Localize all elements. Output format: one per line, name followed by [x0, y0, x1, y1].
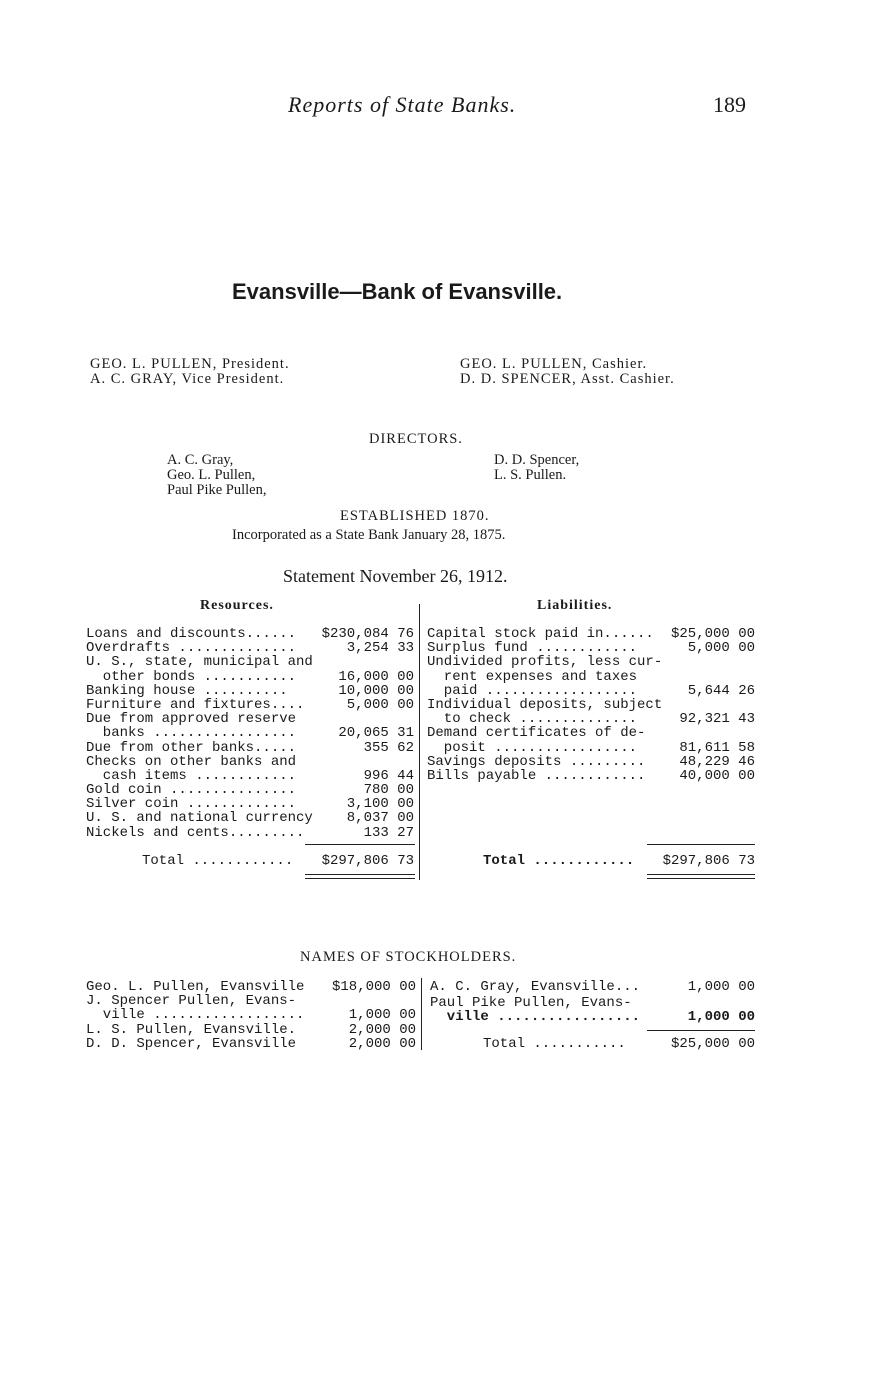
subtotal-rule: [647, 844, 755, 845]
resources-table: [86, 627, 414, 840]
liabilities-heading: Liabilities.: [537, 598, 613, 613]
table-row: [86, 826, 414, 840]
row-label: Overdrafts ..............: [86, 640, 297, 657]
row-label: Surplus fund ............: [427, 640, 638, 657]
director-name: Paul Pike Pullen,: [167, 482, 267, 498]
stockholder-row: [430, 1010, 755, 1024]
stockholder-row: [86, 1008, 416, 1022]
officer-line: D. D. SPENCER, Asst. Cashier.: [460, 371, 675, 387]
table-row: [427, 712, 755, 726]
officers-left: [90, 357, 290, 387]
row-label: Individual deposits, subject: [427, 696, 663, 713]
table-row: [86, 811, 414, 825]
total-double-rule: [647, 874, 755, 875]
row-label: cash items ............: [86, 767, 297, 784]
stockholders-divider: [421, 978, 422, 1050]
row-label: paid ..................: [427, 682, 638, 699]
officers-right: [460, 357, 675, 387]
row-label: Silver coin .............: [86, 796, 297, 813]
stockholder-name: L. S. Pullen, Evansville.: [86, 1021, 297, 1038]
column-divider: [419, 604, 420, 880]
page-number: 189: [713, 92, 746, 117]
row-amount: 92,321 43: [679, 711, 755, 728]
total-double-rule: [305, 878, 415, 879]
row-amount: 3,254 33: [346, 640, 414, 657]
subtotal-rule: [305, 844, 415, 845]
stockholder-row: [86, 980, 416, 994]
row-amount: $25,000 00: [670, 626, 755, 642]
row-amount: 996 44: [363, 767, 414, 784]
table-row: [86, 797, 414, 811]
table-row: [86, 769, 414, 783]
stockholder-name: Geo. L. Pullen, Evansville: [86, 979, 305, 995]
row-label: posit .................: [427, 739, 638, 756]
row-amount: 16,000 00: [338, 668, 414, 685]
officer-line: A. C. GRAY, Vice President.: [90, 371, 285, 387]
director-name: A. C. Gray,: [167, 452, 234, 468]
stockholders-total-rule: [647, 1030, 755, 1031]
stockholder-row: [430, 980, 755, 994]
row-label: U. S. and national currency: [86, 810, 313, 827]
directors-heading: DIRECTORS.: [369, 431, 463, 447]
director-name: L. S. Pullen.: [494, 467, 567, 483]
stockholders-heading: NAMES OF STOCKHOLDERS.: [300, 949, 517, 965]
table-row: [86, 684, 414, 698]
total-double-rule: [647, 878, 755, 879]
row-label: Gold coin ...............: [86, 782, 297, 799]
row-label: U. S., state, municipal and: [86, 654, 313, 671]
row-label: Furniture and fixtures....: [86, 696, 305, 713]
table-row: [86, 641, 414, 655]
total-double-rule: [305, 874, 415, 875]
table-row: [86, 712, 414, 726]
row-label: Nickels and cents.........: [86, 824, 305, 841]
total-amount: $297,806 73: [321, 853, 414, 869]
stockholder-row: [86, 1037, 416, 1051]
row-label: rent expenses and taxes: [427, 668, 638, 685]
table-row: [86, 741, 414, 755]
bank-title: Evansville—Bank of Evansville.: [232, 279, 563, 304]
row-label: Undivided profits, less cur-: [427, 654, 663, 671]
table-row: [86, 698, 414, 712]
table-row: [427, 755, 755, 769]
stockholder-name: A. C. Gray, Evansville...: [430, 979, 641, 995]
table-row: [86, 627, 414, 641]
director-name: Geo. L. Pullen,: [167, 467, 256, 483]
row-amount: 5,644 26: [687, 682, 755, 699]
stockholder-amount: 2,000 00: [348, 1021, 416, 1038]
resources-total: [142, 854, 414, 868]
row-amount: 81,611 58: [679, 739, 755, 756]
stockholders-right: [430, 980, 755, 1025]
table-row: [86, 755, 414, 769]
row-amount: 48,229 46: [679, 753, 755, 770]
row-label: other bonds ...........: [86, 668, 297, 685]
row-amount: 40,000 00: [679, 767, 755, 784]
row-label: banks .................: [86, 725, 297, 742]
stockholder-amount: 1,000 00: [687, 979, 755, 995]
total-label: Total ............: [483, 853, 635, 869]
table-row: [86, 783, 414, 797]
directors-right: [494, 453, 579, 483]
row-amount: 10,000 00: [338, 682, 414, 699]
officer-line: GEO. L. PULLEN, Cashier.: [460, 356, 648, 372]
row-label: Banking house ..........: [86, 682, 288, 699]
table-row: [427, 670, 755, 684]
table-row: [427, 698, 755, 712]
row-amount: 3,100 00: [346, 796, 414, 813]
row-amount: 20,065 31: [338, 725, 414, 742]
row-label: Demand certificates of de-: [427, 725, 646, 742]
table-row: [427, 641, 755, 655]
row-label: Capital stock paid in......: [427, 626, 654, 642]
director-name: D. D. Spencer,: [494, 452, 580, 468]
row-amount: 133 27: [363, 824, 414, 841]
row-amount: 780 00: [363, 782, 414, 799]
directors-left: [167, 453, 267, 498]
table-row: [427, 655, 755, 669]
stockholder-amount: 1,000 00: [348, 1007, 416, 1024]
table-row: [427, 726, 755, 740]
row-amount: 5,000 00: [346, 696, 414, 713]
table-row: [427, 627, 755, 641]
stockholders-total: [483, 1037, 755, 1051]
stockholder-row: [86, 994, 416, 1008]
table-row: [427, 769, 755, 783]
table-row: [427, 741, 755, 755]
row-amount: 5,000 00: [687, 640, 755, 657]
liabilities-total: [483, 854, 755, 868]
row-amount: 355 62: [363, 739, 414, 756]
row-label: Due from other banks.....: [86, 739, 297, 756]
row-amount: 8,037 00: [346, 810, 414, 827]
total-amount: $297,806 73: [662, 853, 755, 869]
statement-date: Statement November 26, 1912.: [283, 566, 508, 586]
row-label: Checks on other banks and: [86, 753, 297, 770]
stockholder-row: [86, 1023, 416, 1037]
table-row: [86, 726, 414, 740]
liabilities-table: [427, 627, 755, 783]
established: ESTABLISHED 1870.: [340, 508, 490, 524]
stockholder-amount: $18,000 00: [331, 979, 416, 995]
table-row: [86, 655, 414, 669]
total-amount: $25,000 00: [670, 1036, 755, 1052]
stockholder-row: [430, 996, 755, 1010]
table-row: [427, 684, 755, 698]
stockholder-name: ville ..................: [86, 1007, 305, 1024]
row-label: Loans and discounts......: [86, 626, 297, 642]
stockholder-name: J. Spencer Pullen, Evans-: [86, 993, 297, 1010]
stockholders-left: [86, 980, 416, 1051]
total-label: Total ...........: [483, 1036, 626, 1052]
stockholder-name: D. D. Spencer, Evansville: [86, 1035, 297, 1052]
row-label: Savings deposits .........: [427, 753, 646, 770]
stockholder-amount: 1,000 00: [687, 1009, 755, 1026]
running-title: Reports of State Banks.: [288, 92, 517, 117]
resources-heading: Resources.: [200, 598, 274, 613]
row-amount: $230,084 76: [321, 626, 414, 642]
row-label: Bills payable ............: [427, 767, 646, 784]
row-label: Due from approved reserve: [86, 711, 297, 728]
stockholder-name: Paul Pike Pullen, Evans-: [430, 995, 632, 1012]
stockholder-name: ville .................: [430, 1009, 641, 1026]
incorporated: Incorporated as a State Bank January 28, 1875.: [232, 527, 506, 543]
officer-line: GEO. L. PULLEN, President.: [90, 356, 290, 372]
table-row: [86, 670, 414, 684]
row-label: to check ..............: [427, 711, 638, 728]
total-label: Total ............: [142, 853, 294, 869]
stockholder-amount: 2,000 00: [348, 1035, 416, 1052]
